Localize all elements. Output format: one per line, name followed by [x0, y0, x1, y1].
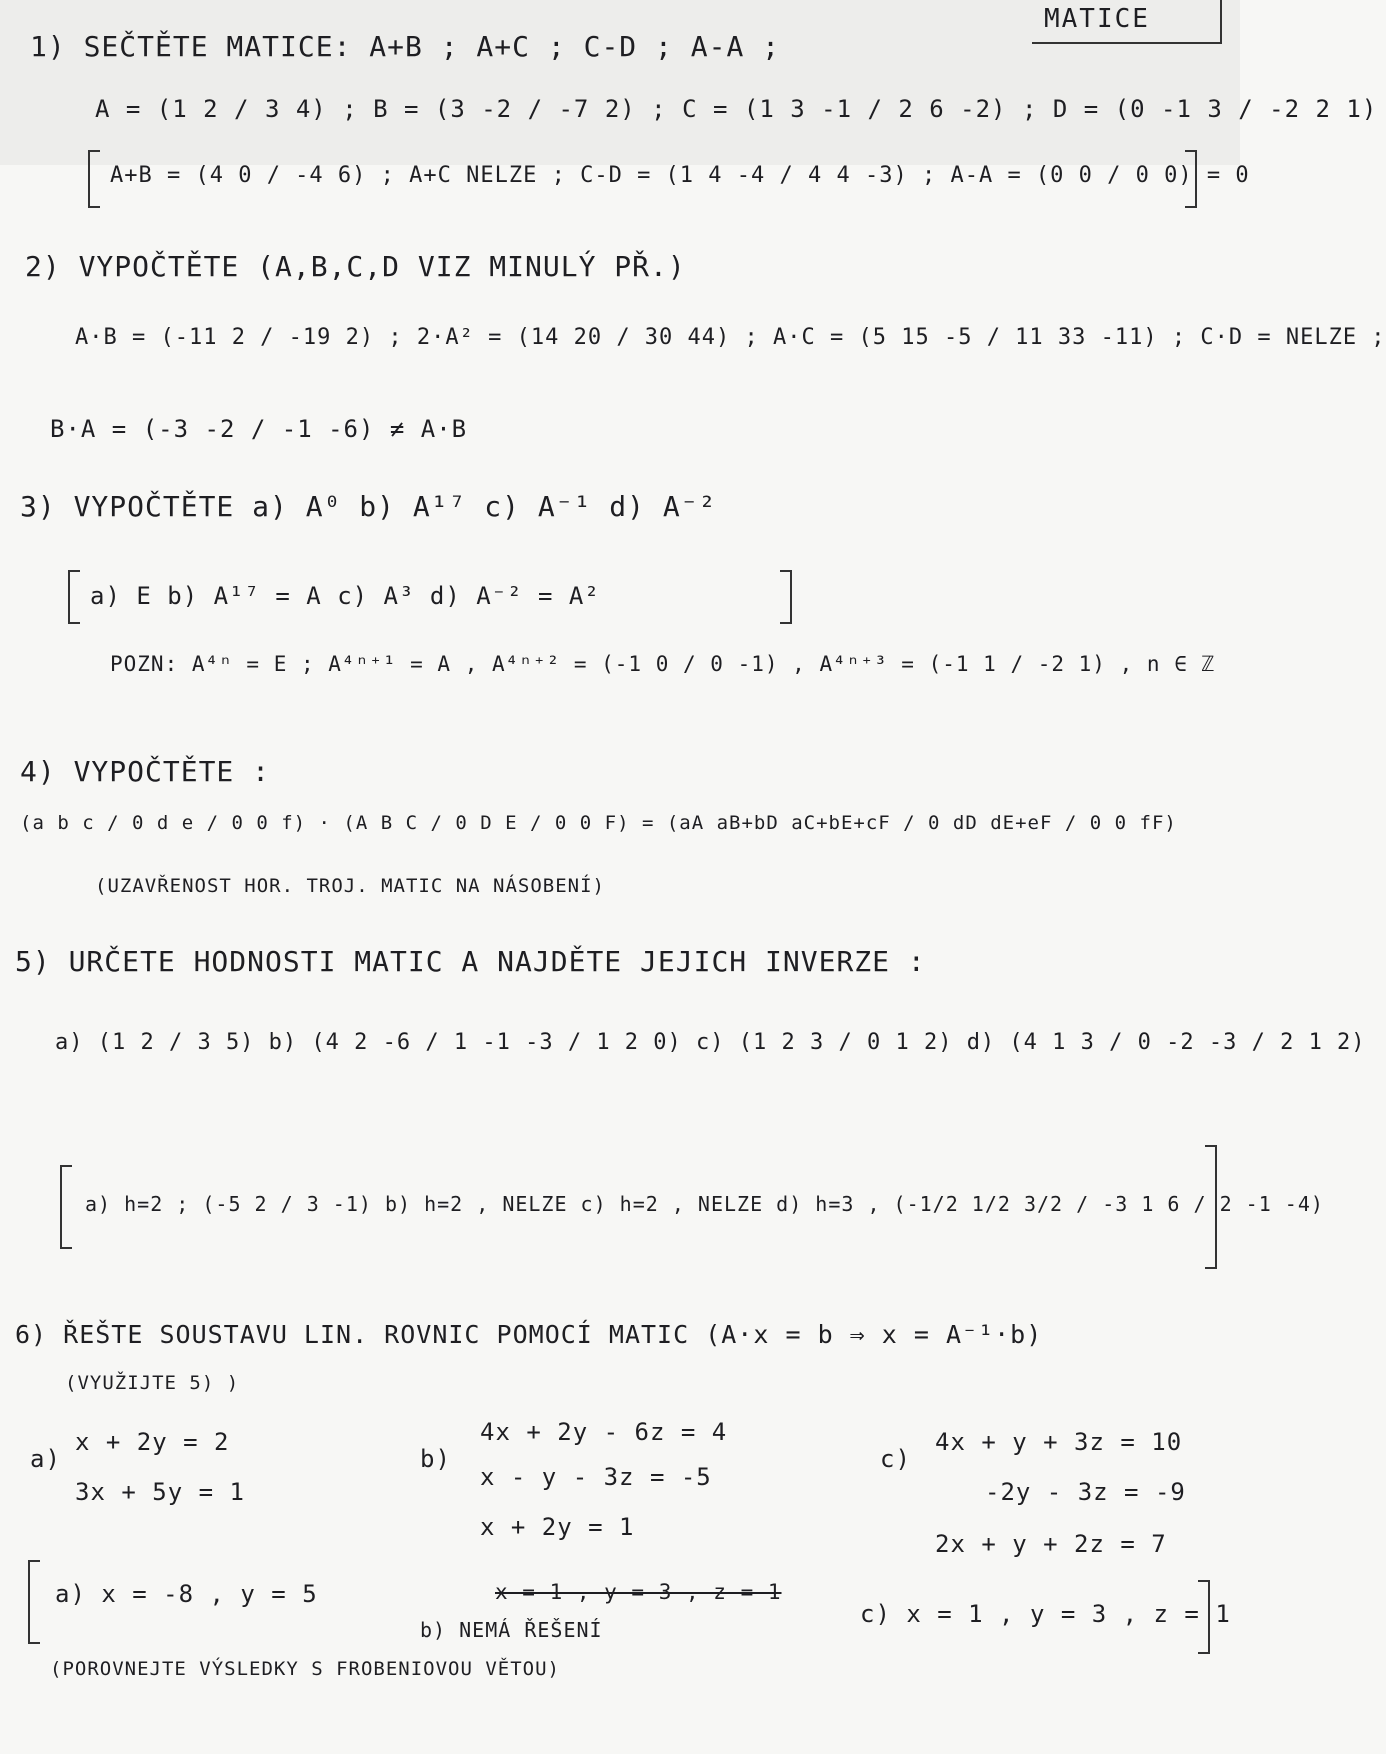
ex6-system-c-eq1: 4x + y + 3z = 10 [935, 1428, 1183, 1456]
ex3-note: POZN: A⁴ⁿ = E ; A⁴ⁿ⁺¹ = A , A⁴ⁿ⁺² = (-1 0 / 0 -1) , A⁴ⁿ⁺³ = (-1 1 / -2 1) , n ∈ ℤ [110, 652, 1216, 676]
ex6-answer-bracket-close [1198, 1580, 1210, 1654]
ex2-task: 2) VYPOČTĚTE (A,B,C,D VIZ MINULÝ PŘ.) [25, 250, 686, 283]
ex1-answer: A+B = (4 0 / -4 6) ; A+C NELZE ; C-D = (1 4 -4 / 4 4 -3) ; A-A = (0 0 / 0 0) = 0 [110, 163, 1250, 188]
ex6-system-b-label: b) [420, 1445, 451, 1473]
ex5-matrices: a) (1 2 / 3 5) b) (4 2 -6 / 1 -1 -3 / 1 2 0) c) (1 2 3 / 0 1 2) d) (4 1 3 / 0 -2 -3 / 2 1 2) [55, 1030, 1366, 1055]
ex6-system-b-eq2: x - y - 3z = -5 [480, 1463, 712, 1491]
ex2-line2: B·A = (-3 -2 / -1 -6) ≠ A·B [50, 415, 468, 443]
ex6-system-b-eq1: 4x + 2y - 6z = 4 [480, 1418, 728, 1446]
ex5-answer-bracket-close [1205, 1145, 1217, 1269]
ex6-answer-a: a) x = -8 , y = 5 [55, 1580, 318, 1608]
ex3-answer-bracket-close [780, 570, 792, 624]
ex4-matrix-equation: (a b c / 0 d e / 0 0 f) · (A B C / 0 D E / 0 0 F) = (aA aB+bD aC+bE+cF / 0 dD dE+eF / 0 0 fF) [20, 812, 1177, 834]
ex5-answer-bracket-open [60, 1165, 72, 1249]
ex6-system-b-eq3: x + 2y = 1 [480, 1513, 635, 1541]
ex6-system-c-eq2: -2y - 3z = -9 [985, 1478, 1186, 1506]
ex6-answer-b-struck: x = 1 , y = 3 , z = 1 [495, 1580, 782, 1604]
ex6-answer-bracket-open [28, 1560, 40, 1644]
page-title: MATICE [1032, 0, 1222, 44]
ex6-answer-b: b) NEMÁ ŘEŠENÍ [420, 1618, 603, 1642]
ex3-answer-bracket-open [68, 570, 80, 624]
ex3-task: 3) VYPOČTĚTE a) A⁰ b) A¹⁷ c) A⁻¹ d) A⁻² [20, 490, 717, 523]
ex6-system-a-eq2: 3x + 5y = 1 [75, 1478, 245, 1506]
ex5-task: 5) URČETE HODNOSTI MATIC A NAJDĚTE JEJICH INVERZE : [15, 945, 926, 978]
ex6-hint: (VYUŽIJTE 5) ) [65, 1372, 240, 1394]
ex6-system-c-eq3: 2x + y + 2z = 7 [935, 1530, 1167, 1558]
ex6-answer-c: c) x = 1 , y = 3 , z = 1 [860, 1600, 1231, 1628]
ex4-task: 4) VYPOČTĚTE : [20, 755, 271, 788]
ex1-definitions: A = (1 2 / 3 4) ; B = (3 -2 / -7 2) ; C = (1 3 -1 / 2 6 -2) ; D = (0 -1 3 / -2 2 1) [95, 95, 1378, 123]
ex5-answer: a) h=2 ; (-5 2 / 3 -1) b) h=2 , NELZE c) h=2 , NELZE d) h=3 , (-1/2 1/2 3/2 / -3 1 6 / 2 -1 -4) [85, 1192, 1324, 1216]
ex6-note: (POROVNEJTE VÝSLEDKY S FROBENIOVOU VĚTOU) [50, 1658, 560, 1680]
ex6-system-a-eq1: x + 2y = 2 [75, 1428, 230, 1456]
ex6-system-a-label: a) [30, 1445, 61, 1473]
ex4-note: (UZAVŘENOST HOR. TROJ. MATIC NA NÁSOBENÍ) [95, 875, 605, 897]
ex1-answer-bracket-open [88, 150, 100, 208]
ex2-line1: A·B = (-11 2 / -19 2) ; 2·A² = (14 20 / 30 44) ; A·C = (5 15 -5 / 11 33 -11) ; C·D = NELZE ; [75, 325, 1386, 350]
ex1-answer-bracket-close [1185, 150, 1197, 208]
ex6-system-c-label: c) [880, 1445, 911, 1473]
ex3-answer: a) E b) A¹⁷ = A c) A³ d) A⁻² = A² [90, 582, 600, 610]
ex6-task: 6) ŘEŠTE SOUSTAVU LIN. ROVNIC POMOCÍ MATIC (A·x = b ⇒ x = A⁻¹·b) [15, 1320, 1043, 1349]
ex1-task: 1) SEČTĚTE MATICE: A+B ; A+C ; C-D ; A-A ; [30, 30, 781, 63]
